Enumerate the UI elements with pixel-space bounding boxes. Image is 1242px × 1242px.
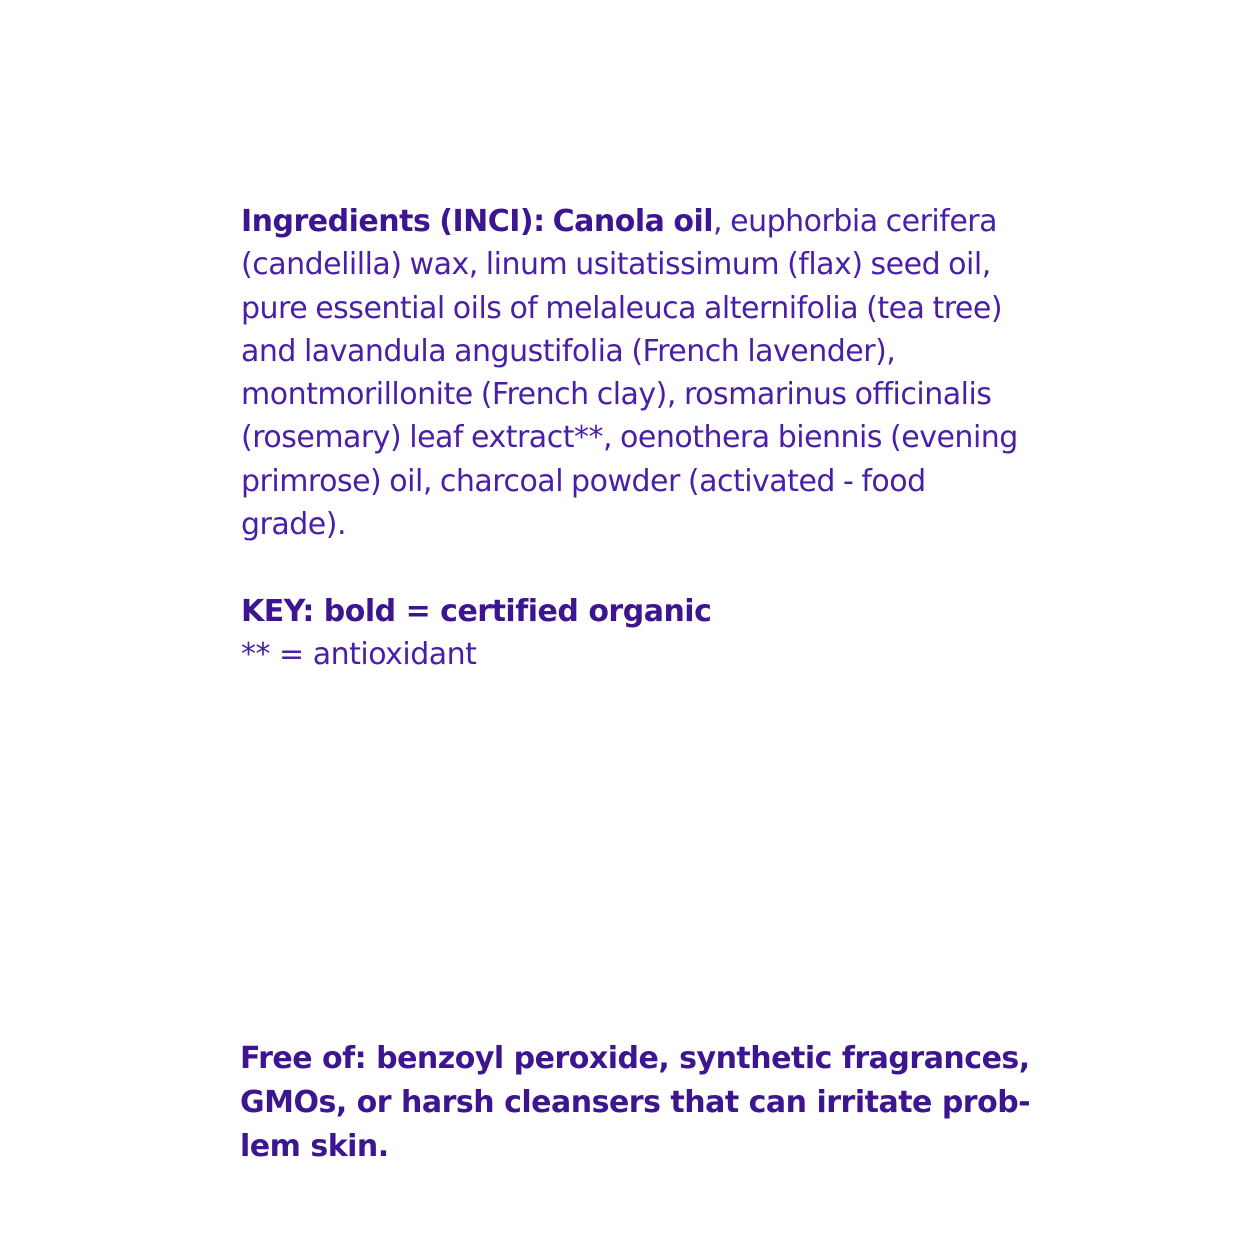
free-of-line-1: Free of: benzoyl peroxide, synthetic fragrances, [240,1041,1030,1076]
ingredients-line-6: (rosemary) leaf extract**, oenothera biennis (evening [241,420,1018,456]
free-of-line-2: GMOs, or harsh cleansers that can irritate prob- [240,1085,1031,1120]
ingredients-line-1 [241,200,1031,243]
ingredients-line-3: pure essential oils of melaleuca alternifolia (tea tree) [241,290,1003,326]
key-certified-organic: KEY: bold = certified organic [241,594,712,629]
ingredients-line-5: montmorillonite (French clay), rosmarinus officinalis [241,377,992,413]
ingredients-text: , euphorbia cerifera [713,204,997,239]
ingredients-line-8: grade). [241,507,347,543]
organic-ingredient: Canola oil [552,204,714,239]
ingredients-paragraph [241,200,1031,546]
ingredients-line-4: and lavandula angustifolia (French lavender), [241,333,896,369]
key-antioxidant: ** = antioxidant [241,637,477,672]
ingredients-label: Ingredients (INCI): [241,204,545,239]
free-of-statement [240,1037,1030,1169]
ingredients-line-7: primrose) oil, charcoal powder (activated - food [241,463,926,499]
ingredients-line-2: (candelilla) wax, linum usitatissimum (flax) seed oil, [241,247,991,283]
key-legend [241,590,1031,676]
free-of-line-3: lem skin. [240,1129,389,1164]
